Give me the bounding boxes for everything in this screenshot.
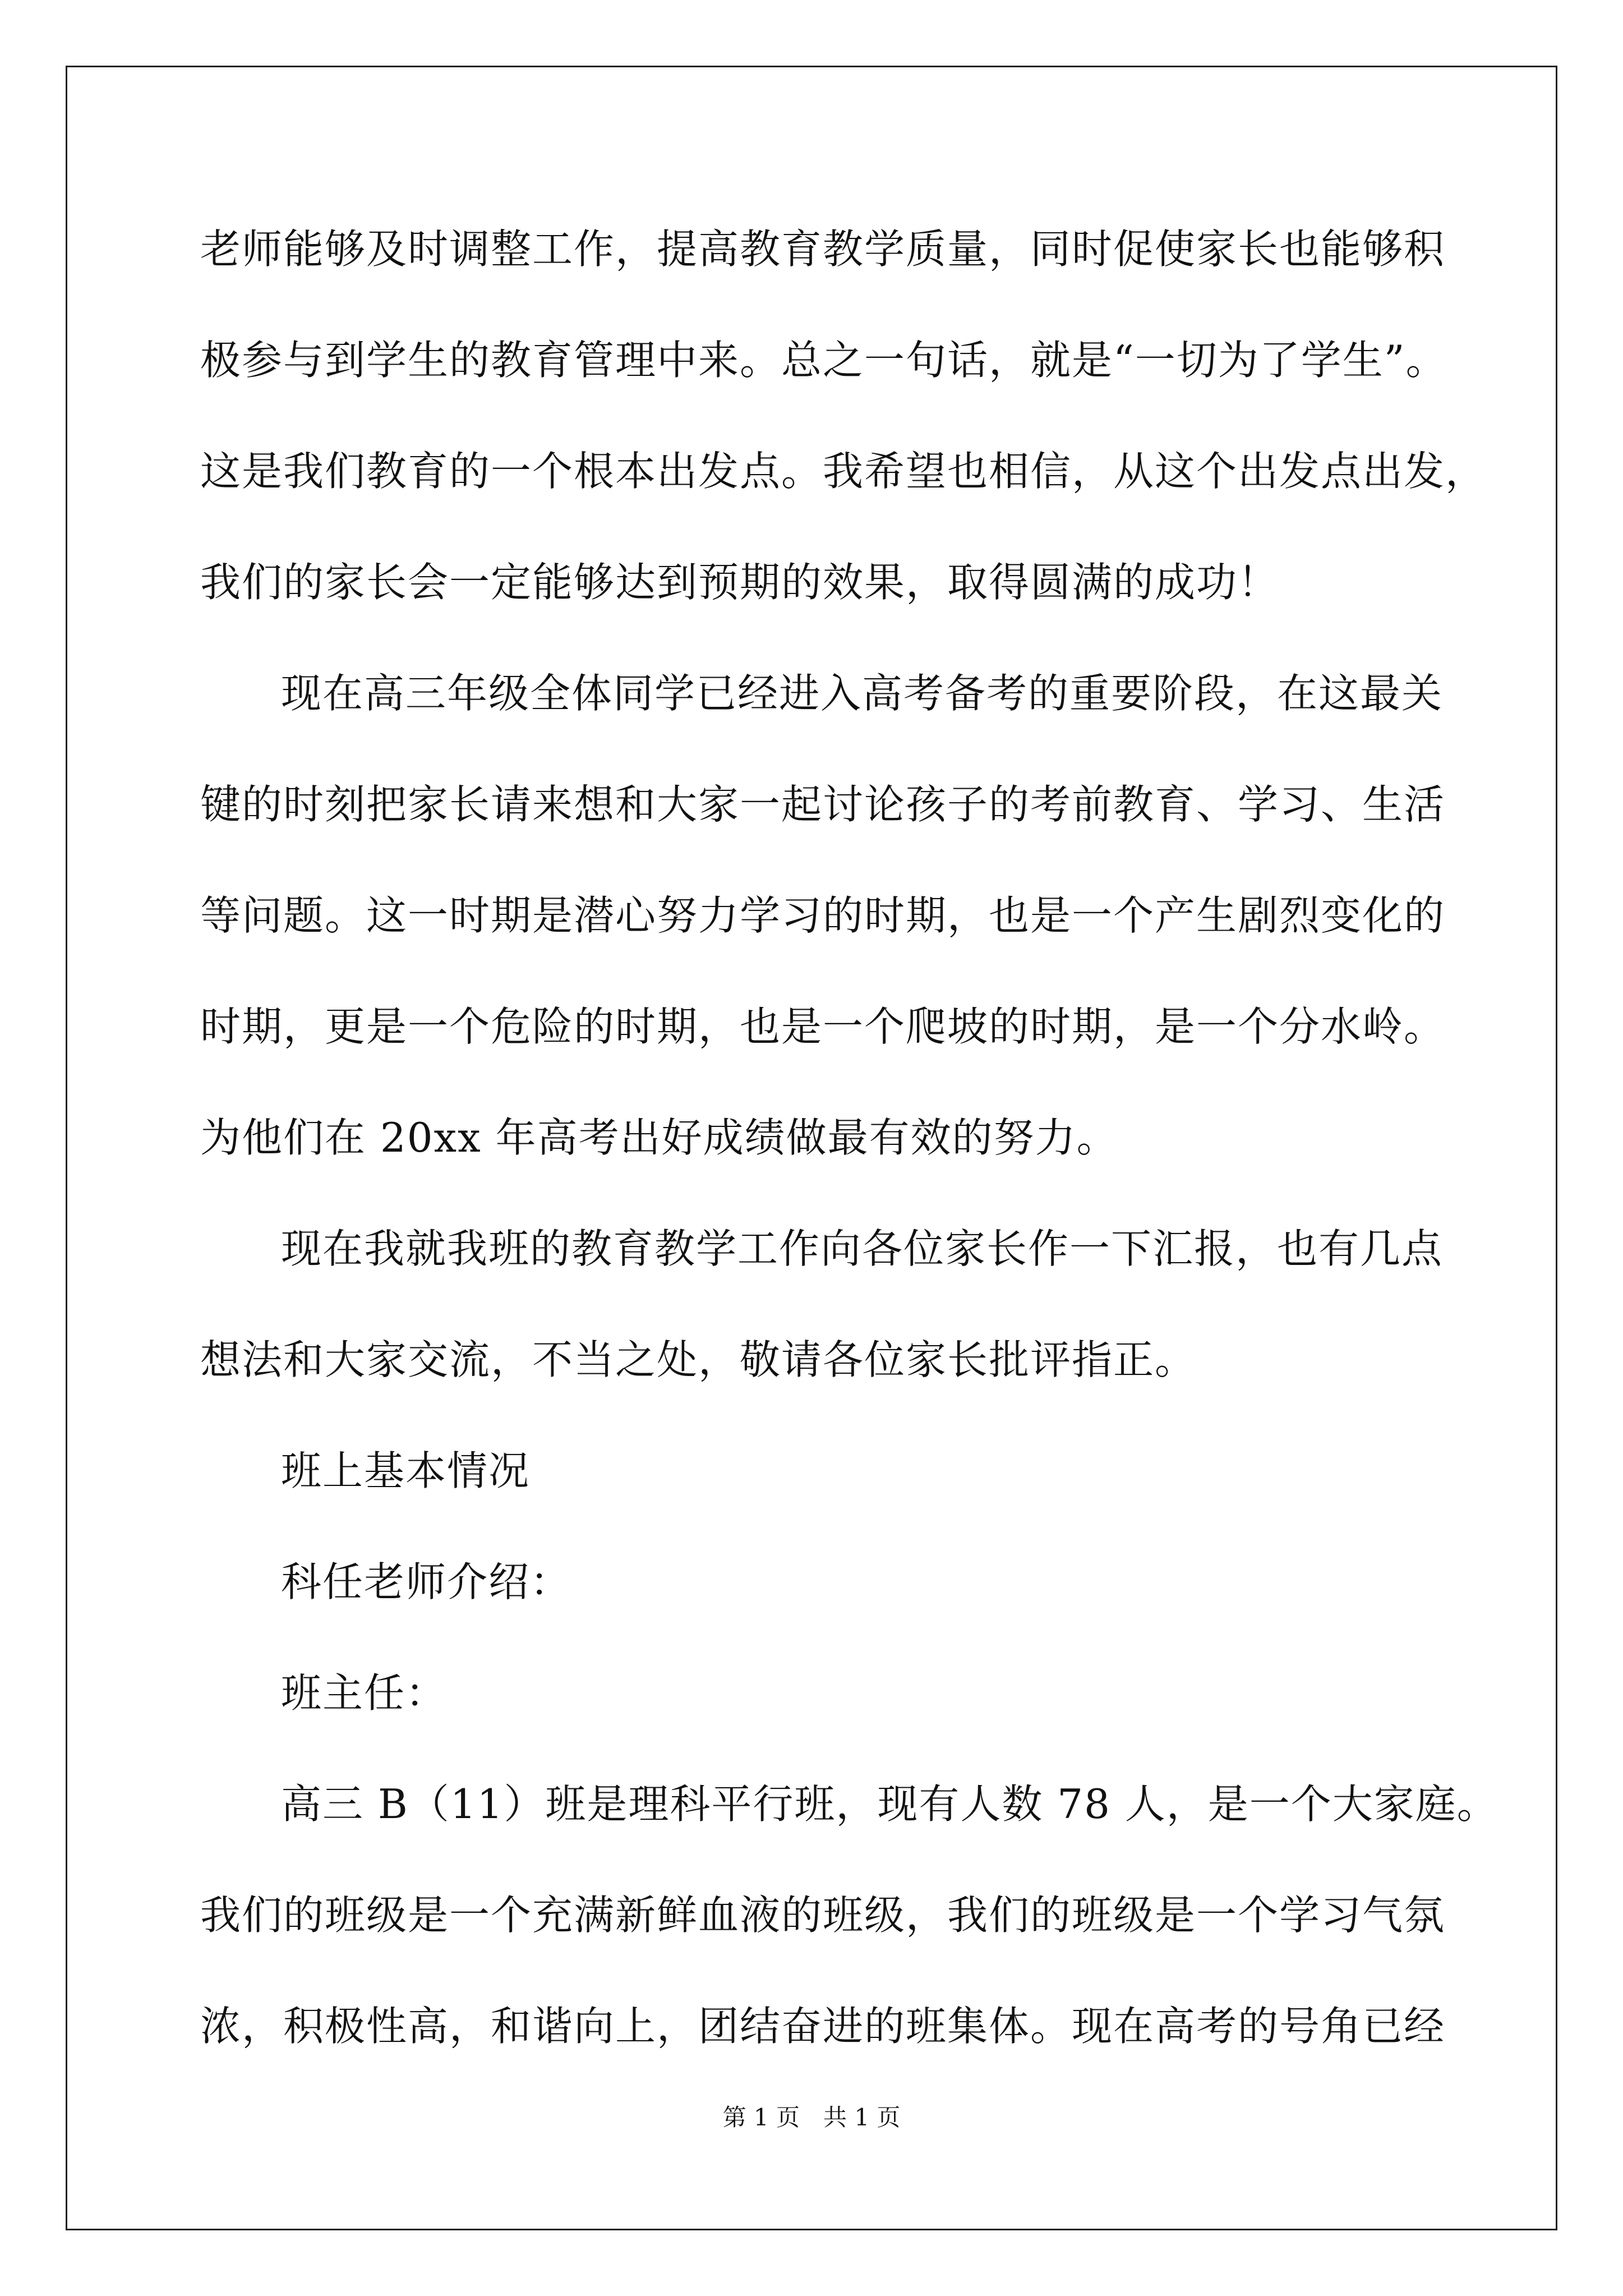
- body-line: 时期，更是一个危险的时期，也是一个爬坡的时期，是一个分水岭。: [200, 1003, 1446, 1050]
- section-heading: 科任老师介绍：: [281, 1558, 572, 1605]
- document-body: [200, 215, 1498, 2104]
- body-line: 极参与到学生的教育管理中来。总之一句话，就是“一切为了学生”。: [200, 337, 1447, 384]
- body-line: 浓，积极性高，和谐向上，团结奋进的班集体。现在高考的号角已经: [200, 2003, 1446, 2050]
- body-line: 这是我们教育的一个根本出发点。我希望也相信，从这个出发点出发，: [200, 448, 1487, 495]
- paragraph-first-line: 现在高三年级全体同学已经进入高考备考的重要阶段，在这最关: [281, 670, 1444, 717]
- section-heading: 班上基本情况: [281, 1447, 531, 1494]
- body-line: 等问题。这一时期是潜心努力学习的时期，也是一个产生剧烈变化的: [200, 892, 1446, 939]
- body-line: 键的时刻把家长请来想和大家一起讨论孩子的考前教育、学习、生活: [200, 781, 1446, 828]
- paragraph-first-line: 高三 B（11）班是理科平行班，现有人数 78 人，是一个大家庭。: [281, 1780, 1498, 1828]
- page-footer: 第 1 页 共 1 页: [722, 2104, 901, 2131]
- section-heading: 班主任：: [281, 1669, 448, 1717]
- paragraph-first-line: 现在我就我班的教育教学工作向各位家长作一下汇报，也有几点: [281, 1225, 1444, 1272]
- body-line: 我们的班级是一个充满新鲜血液的班级，我们的班级是一个学习气氛: [200, 1892, 1446, 1939]
- body-line: 为他们在 20xx 年高考出好成绩做最有效的努力。: [200, 1114, 1118, 1161]
- body-line: 我们的家长会一定能够达到预期的效果，取得圆满的成功！: [200, 559, 1280, 606]
- body-line: 想法和大家交流，不当之处，敬请各位家长批评指正。: [200, 1336, 1197, 1383]
- body-line: 老师能够及时调整工作，提高教育教学质量，同时促使家长也能够积: [200, 226, 1446, 273]
